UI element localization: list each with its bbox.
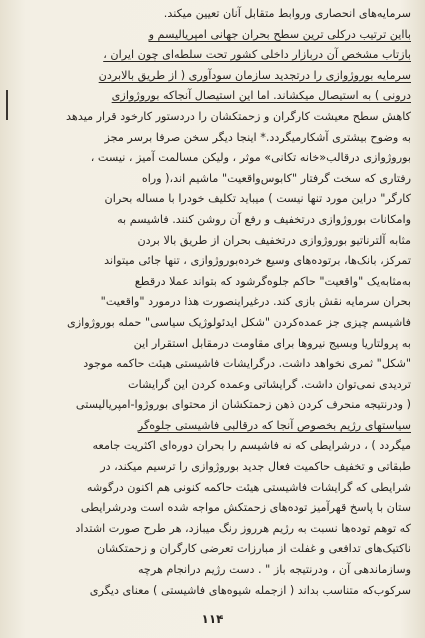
text-line: سرکوب‌که متناسب بداند ( ازجمله شیوه‌های فاشیستی ) معنای دیگری: [89, 583, 411, 597]
margin-sideline: [6, 90, 8, 120]
text-line: "شکل" ثمری نخواهد داشت. درگرایشات فاشیستی هیئت حاکمه موجود: [83, 357, 411, 371]
body-text: [12, 4, 411, 601]
text-line: که توهم توده‌ها نسبت به رژیم هرروز رنگ میبازد، هر طرح صورت اشتداد: [75, 521, 411, 535]
text-line: طبقاتی و تخفیف حاکمیت فعال جدید بوروژوازی را ترسیم میکند، در: [100, 460, 411, 474]
text-line: به وضوح بیشتری آشکارمیگردد.* اینجا دیگر سخن صرفا برسر مجز: [104, 130, 411, 144]
text-line: تردیدی نمی‌توان داشت. گرایشاتی وعمده کردن این گرایشات: [128, 377, 411, 391]
text-line: بازتاب مشخص آن دربازار داخلی کشور تحت سلطه‌ای چون ایران ،: [103, 48, 411, 62]
text-line: تمرکز، بانک‌ها، برتوده‌های وسیع خرده‌بوروژوازی ، تنها جائی میتواند: [104, 254, 411, 268]
text-line: میگردد ) ، درشرایطی که نه فاشیسم را بحران دوره‌ای اکثریت جامعه: [92, 439, 411, 453]
text-line: درونی ) به استیصال میکشاند. اما این استیصال آنجاکه بوروژوازی: [111, 89, 411, 103]
text-line: سرمایه‌های انحصاری وروابط متقابل آنان تعیین میکند.: [163, 7, 411, 20]
text-line: کارگر" دراین مورد تنها نیست ) میباید تکلیف خودرا با مساله بحران: [104, 192, 411, 206]
text-line: بااین ترتیب درکلی ترین سطح بحران جهانی امپریالیسم و: [148, 27, 411, 41]
text-line: سیاستهای رژیم بخصوص آنجا که درقالبی فاشیستی جلوه‌گر: [137, 418, 411, 432]
text-line: ناکتیک‌های تدافعی و غفلت از مبارزات تعرضی کارگران و زحمتکشان: [97, 542, 411, 556]
text-line: وسازماندهی آن ، ودرنتیجه باز " . دست رژیم درانجام هرچه: [137, 563, 411, 577]
text-line: سرمایه بوروژوازی را درتجدید سازمان سودآوری ( از طریق بالابردن: [98, 68, 411, 82]
text-line: وامکانات بوروژوازی درتخفیف و رفع آن روشن کنند. فاشیسم به: [117, 212, 411, 226]
text-line: فاشیسم چیزی جز عمده‌کردن "شکل ایدئولوژیک سیاسی" حمله بوروژوازی: [67, 315, 411, 329]
text-line: رفتاری که سخت گرفتار "کابوس‌واقعیت" ماشیم اند،( وراه: [141, 171, 411, 185]
text-line: به‌مثابه‌یک "واقعیت" حاکم جلوه‌گرشود که بتواند عملا درقطع: [134, 274, 411, 288]
text-line: مثابه آلترناتیو بوروژوازی درتخفیف بحران از طریق بالا بردن: [137, 233, 411, 247]
text-line: به پرولتاریا وبسیج نیروها برای مقاومت درمقابل استقرار این: [133, 336, 411, 350]
text-line: کاهش سطح معیشت کارگران و زحمتکشان را دردستور کارخود قرار میدهد: [66, 109, 411, 123]
text-line: بوروژوازی درقالب«خانه تکانی» موثر ، ولیکن مسالمت آمیز ، نیست ،: [90, 151, 411, 165]
text-line: بحران سرمایه نقش بازی کند. درغیراینصورت هذا درمورد "واقعیت": [100, 295, 411, 309]
text-line: شرایطی که گرایشات فاشیستی هیئت حاکمه کنونی هم اکنون درگوشه‌: [86, 480, 411, 494]
text-line: ستان با پاسخ قهرآمیز توده‌های زحمتکش مواجه شده است ودرشرایطی: [80, 501, 411, 515]
text-line: ( ودرنتیجه منحرف کردن ذهن زحمتکشان از محتوای بوروژوا-امپریالیستی: [75, 398, 411, 412]
page-number: ۱۱۴: [201, 612, 224, 626]
